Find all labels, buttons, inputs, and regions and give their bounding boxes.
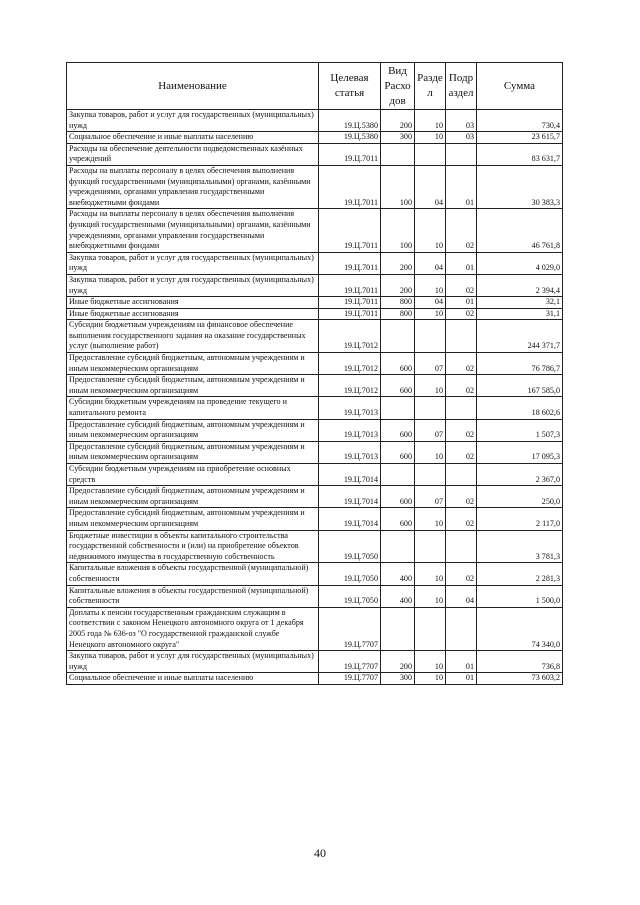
table-row	[67, 486, 563, 508]
header-name: Наименование	[67, 63, 319, 110]
row-section: 10	[415, 110, 446, 132]
header-target-article: Целевая статья	[319, 63, 381, 110]
row-sum: 730,4	[477, 110, 563, 132]
table-row	[67, 353, 563, 375]
row-expense-type: 100	[381, 209, 415, 252]
row-name: Субсидии бюджетным учреждениям на приобретение основных средств	[67, 464, 319, 486]
row-section: 10	[415, 508, 446, 530]
row-section: 07	[415, 353, 446, 375]
table-row	[67, 508, 563, 530]
row-sum: 4 029,0	[477, 252, 563, 274]
row-section: 10	[415, 673, 446, 685]
row-subsection	[446, 464, 477, 486]
table-row	[67, 320, 563, 353]
row-target-article: 19.Ц.7011	[319, 143, 381, 165]
row-expense-type: 300	[381, 132, 415, 144]
row-target-article: 19.Ц.7050	[319, 585, 381, 607]
table-row	[67, 143, 563, 165]
row-expense-type: 100	[381, 165, 415, 208]
row-sum: 76 786,7	[477, 353, 563, 375]
row-target-article: 19.Ц.7707	[319, 607, 381, 650]
row-section: 04	[415, 297, 446, 309]
row-sum: 31,1	[477, 308, 563, 320]
row-sum: 167 585,0	[477, 375, 563, 397]
row-name: Субсидии бюджетным учреждениям на проведение текущего и капитального ремонта	[67, 397, 319, 419]
row-section: 10	[415, 441, 446, 463]
header-expense-type: Вид Расхо дов	[381, 63, 415, 110]
row-name: Предоставление субсидий бюджетным, автономным учреждениям и иным некоммерческим организациям	[67, 508, 319, 530]
row-section: 10	[415, 563, 446, 585]
row-target-article: 19.Ц.7014	[319, 486, 381, 508]
row-target-article: 19.Ц.7707	[319, 651, 381, 673]
row-subsection: 03	[446, 132, 477, 144]
row-expense-type	[381, 143, 415, 165]
row-expense-type: 600	[381, 375, 415, 397]
row-sum: 46 761,8	[477, 209, 563, 252]
table-row	[67, 530, 563, 563]
row-name: Субсидии бюджетным учреждениям на финансовое обеспечение выполнения государственного задания на оказание государственных услуг (выполнение работ)	[67, 320, 319, 353]
row-name: Предоставление субсидий бюджетным, автономным учреждениям и иным некоммерческим организациям	[67, 353, 319, 375]
row-section: 07	[415, 486, 446, 508]
table-row	[67, 165, 563, 208]
row-name: Закупка товаров, работ и услуг для государственных (муниципальных) нужд	[67, 110, 319, 132]
row-target-article: 19.Ц.7011	[319, 274, 381, 296]
row-target-article: 19.Ц.7012	[319, 320, 381, 353]
row-expense-type: 600	[381, 353, 415, 375]
table-row	[67, 397, 563, 419]
row-name: Социальное обеспечение и иные выплаты населению	[67, 673, 319, 685]
row-name: Социальное обеспечение и иные выплаты населению	[67, 132, 319, 144]
row-expense-type: 400	[381, 563, 415, 585]
row-target-article: 19.Ц.7011	[319, 297, 381, 309]
row-section: 04	[415, 165, 446, 208]
row-subsection: 01	[446, 673, 477, 685]
row-name: Капитальные вложения в объекты государственной (муниципальной) собственности	[67, 563, 319, 585]
row-subsection: 01	[446, 297, 477, 309]
row-section: 10	[415, 585, 446, 607]
row-section	[415, 607, 446, 650]
row-expense-type: 200	[381, 252, 415, 274]
row-target-article: 19.Ц.7013	[319, 397, 381, 419]
row-subsection: 02	[446, 486, 477, 508]
row-sum: 1 500,0	[477, 585, 563, 607]
row-name: Предоставление субсидий бюджетным, автономным учреждениям и иным некоммерческим организациям	[67, 441, 319, 463]
row-name: Расходы на обеспечение деятельности подведомственных казённых учреждений	[67, 143, 319, 165]
row-subsection: 03	[446, 110, 477, 132]
row-subsection	[446, 320, 477, 353]
row-sum: 2 394,4	[477, 274, 563, 296]
row-name: Закупка товаров, работ и услуг для государственных (муниципальных) нужд	[67, 252, 319, 274]
row-sum: 30 383,3	[477, 165, 563, 208]
row-subsection	[446, 397, 477, 419]
row-section: 10	[415, 651, 446, 673]
row-expense-type	[381, 397, 415, 419]
row-section	[415, 397, 446, 419]
row-expense-type: 300	[381, 673, 415, 685]
row-subsection	[446, 607, 477, 650]
row-target-article: 19.Ц.7013	[319, 419, 381, 441]
row-section: 04	[415, 252, 446, 274]
row-sum: 736,8	[477, 651, 563, 673]
row-subsection: 02	[446, 563, 477, 585]
page-number: 40	[314, 846, 326, 860]
header-sum: Сумма	[477, 63, 563, 110]
row-subsection: 02	[446, 508, 477, 530]
table-row	[67, 651, 563, 673]
row-subsection: 01	[446, 252, 477, 274]
row-expense-type: 200	[381, 274, 415, 296]
row-target-article: 19.Ц.7050	[319, 563, 381, 585]
row-section: 10	[415, 274, 446, 296]
row-section	[415, 320, 446, 353]
row-subsection: 02	[446, 274, 477, 296]
row-target-article: 19.Ц.7011	[319, 209, 381, 252]
header-subsection: Подр аздел	[446, 63, 477, 110]
row-name: Предоставление субсидий бюджетным, автономным учреждениям и иным некоммерческим организациям	[67, 486, 319, 508]
row-sum: 244 371,7	[477, 320, 563, 353]
row-section: 10	[415, 308, 446, 320]
row-section	[415, 530, 446, 563]
row-name: Закупка товаров, работ и услуг для государственных (муниципальных) нужд	[67, 651, 319, 673]
row-expense-type	[381, 320, 415, 353]
row-target-article: 19.Ц.7012	[319, 353, 381, 375]
row-sum: 250,0	[477, 486, 563, 508]
row-name: Предоставление субсидий бюджетным, автономным учреждениям и иным некоммерческим организациям	[67, 419, 319, 441]
row-expense-type: 600	[381, 419, 415, 441]
table-row	[67, 132, 563, 144]
row-target-article: 19.Ц.7011	[319, 252, 381, 274]
row-expense-type: 600	[381, 508, 415, 530]
row-expense-type: 800	[381, 297, 415, 309]
row-expense-type	[381, 530, 415, 563]
row-section: 07	[415, 419, 446, 441]
table-row	[67, 419, 563, 441]
table-row	[67, 673, 563, 685]
row-sum: 2 117,0	[477, 508, 563, 530]
row-sum: 83 631,7	[477, 143, 563, 165]
row-name: Иные бюджетные ассигнования	[67, 297, 319, 309]
row-expense-type: 600	[381, 441, 415, 463]
row-expense-type: 400	[381, 585, 415, 607]
table-row	[67, 308, 563, 320]
row-target-article: 19.Ц.7707	[319, 673, 381, 685]
row-subsection: 02	[446, 441, 477, 463]
row-sum: 2 367,0	[477, 464, 563, 486]
table-row	[67, 464, 563, 486]
row-sum: 23 615,7	[477, 132, 563, 144]
row-section: 10	[415, 375, 446, 397]
row-name: Расходы на выплаты персоналу в целях обеспечения выполнения функций государственными (муниципальными) органами, казёнными учреждениями, органами управления государственными внебюджетными фондами	[67, 209, 319, 252]
row-target-article: 19.Ц.7013	[319, 441, 381, 463]
row-section: 10	[415, 209, 446, 252]
row-section: 10	[415, 132, 446, 144]
row-subsection	[446, 530, 477, 563]
row-target-article: 19.Ц.5380	[319, 110, 381, 132]
row-sum: 73 603,2	[477, 673, 563, 685]
row-subsection: 02	[446, 419, 477, 441]
header-section: Разде л	[415, 63, 446, 110]
row-name: Закупка товаров, работ и услуг для государственных (муниципальных) нужд	[67, 274, 319, 296]
row-sum: 17 095,3	[477, 441, 563, 463]
row-name: Расходы на выплаты персоналу в целях обеспечения выполнения функций государственными (муниципальными) органами, казёнными учреждениями, органами управления государственными внебюджетными фондами	[67, 165, 319, 208]
row-name: Иные бюджетные ассигнования	[67, 308, 319, 320]
row-target-article: 19.Ц.7011	[319, 308, 381, 320]
row-subsection: 02	[446, 375, 477, 397]
row-subsection: 02	[446, 209, 477, 252]
row-sum: 3 781,3	[477, 530, 563, 563]
row-subsection	[446, 143, 477, 165]
row-name: Бюджетные инвестиции в объекты капитального строительства государственной собственности и (или) на приобретение объектов недвижимого имущества в государственную собственность	[67, 530, 319, 563]
table-row	[67, 585, 563, 607]
budget-table	[66, 62, 563, 685]
row-target-article: 19.Ц.7014	[319, 508, 381, 530]
row-sum: 32,1	[477, 297, 563, 309]
row-name: Капитальные вложения в объекты государственной (муниципальной) собственности	[67, 585, 319, 607]
row-sum: 74 340,0	[477, 607, 563, 650]
row-sum: 18 602,6	[477, 397, 563, 419]
row-expense-type	[381, 464, 415, 486]
row-section	[415, 143, 446, 165]
table-row	[67, 297, 563, 309]
row-target-article: 19.Ц.7011	[319, 165, 381, 208]
row-target-article: 19.Ц.7012	[319, 375, 381, 397]
row-target-article: 19.Ц.7050	[319, 530, 381, 563]
row-expense-type	[381, 607, 415, 650]
row-target-article: 19.Ц.7014	[319, 464, 381, 486]
row-subsection: 04	[446, 585, 477, 607]
row-expense-type: 600	[381, 486, 415, 508]
row-subsection: 01	[446, 165, 477, 208]
row-subsection: 02	[446, 353, 477, 375]
row-target-article: 19.Ц.5380	[319, 132, 381, 144]
row-expense-type: 200	[381, 110, 415, 132]
row-name: Доплаты к пенсии государственным гражданским служащим в соответствии с законом Ненецкого автономного округа от 1 декабря 2005 года № 636-оз "О государственной гражданской службе Ненецкого автономного округа"	[67, 607, 319, 650]
table-row	[67, 563, 563, 585]
row-expense-type: 800	[381, 308, 415, 320]
row-sum: 1 507,3	[477, 419, 563, 441]
table-row	[67, 209, 563, 252]
table-row	[67, 375, 563, 397]
row-subsection: 01	[446, 651, 477, 673]
table-row	[67, 274, 563, 296]
row-sum: 2 281,3	[477, 563, 563, 585]
row-section	[415, 464, 446, 486]
table-header-row	[67, 63, 563, 110]
row-name: Предоставление субсидий бюджетным, автономным учреждениям и иным некоммерческим организациям	[67, 375, 319, 397]
table-row	[67, 441, 563, 463]
table-row	[67, 110, 563, 132]
table-row	[67, 607, 563, 650]
table-row	[67, 252, 563, 274]
row-expense-type: 200	[381, 651, 415, 673]
row-subsection: 02	[446, 308, 477, 320]
